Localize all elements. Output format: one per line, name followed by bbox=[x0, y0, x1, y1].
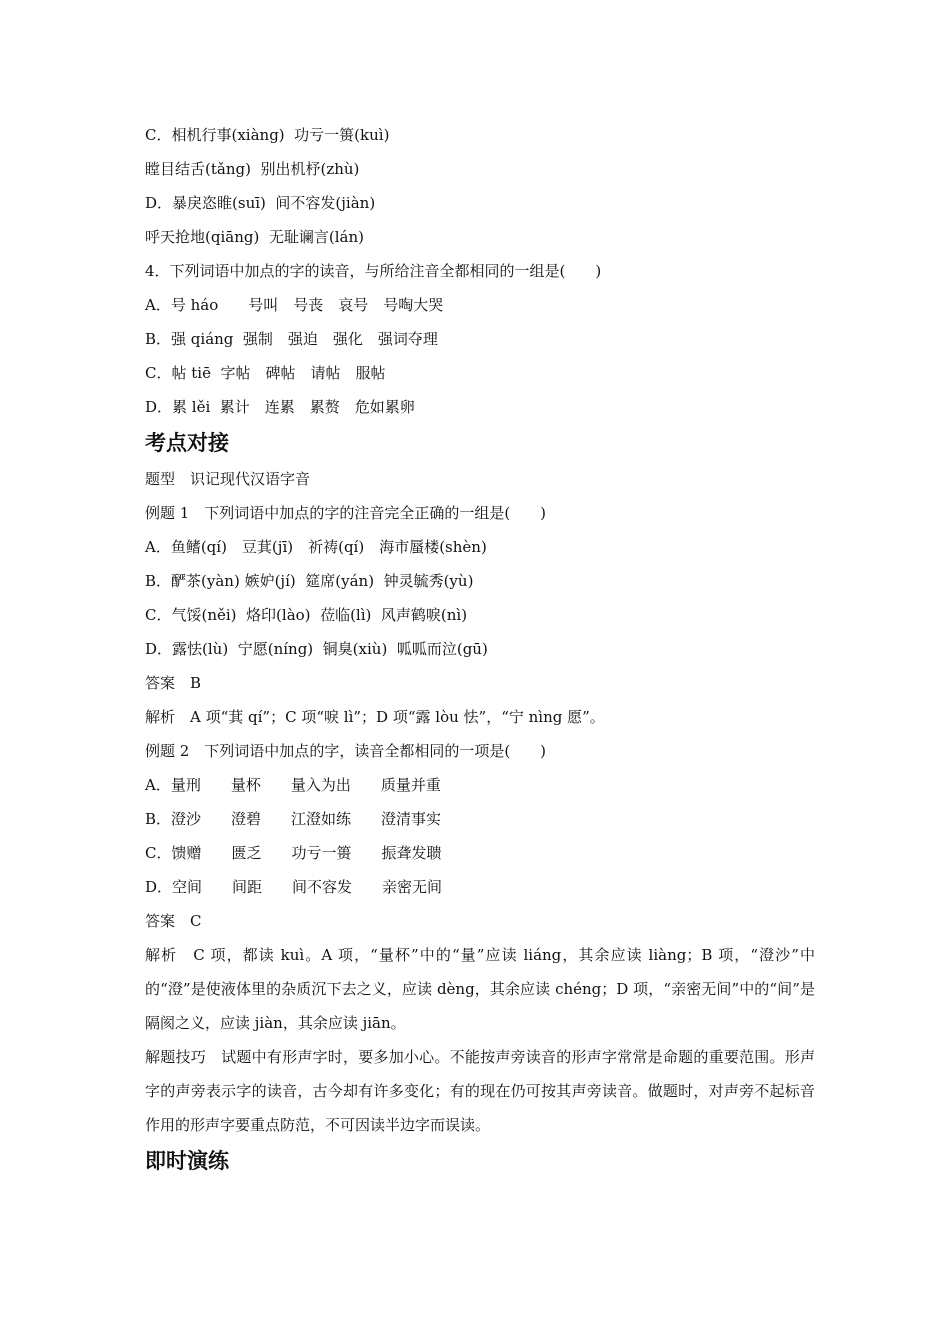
example-2-option-a: A．量刑 量杯 量入为出 质量并重 bbox=[145, 776, 441, 794]
example-1-answer: 答案 B bbox=[145, 674, 202, 692]
question-type: 题型 识记现代汉语字音 bbox=[145, 470, 311, 488]
document-page bbox=[145, 118, 815, 1180]
example-2-explanation: 解析 C 项，都读 kuì。A 项，“量杯”中的“量”应读 liáng，其余应读 liàng；B 项，“澄沙”中的“澄”是使液体里的杂质沉下去之义，应读 dèng，其余应读 chéng；D 项，“亲密无间”中的“间”是隔阂之义，应读 jiàn，其余应读 jiān。 bbox=[145, 946, 815, 1032]
section-heading-kaodian: 考点对接 bbox=[145, 430, 229, 455]
option-c-line-2: 瞠目结舌(tǎng) 别出机杼(zhù) bbox=[145, 160, 360, 178]
example-2-option-d: D．空间 间距 间不容发 亲密无间 bbox=[145, 878, 443, 896]
example-2-option-b: B．澄沙 澄碧 江澄如练 澄清事实 bbox=[145, 810, 442, 828]
example-1-option-a: A．鱼鳍(qí) 豆萁(jī) 祈祷(qí) 海市蜃楼(shèn) bbox=[145, 538, 487, 556]
solving-tips: 解题技巧 试题中有形声字时，要多加小心。不能按声旁读音的形声字常常是命题的重要范围。形声字的声旁表示字的读音，古今却有许多变化；有的现在仍可按其声旁读音。做题时，对声旁不起标音作用的形声字要重点防范，不可因读半边字而误读。 bbox=[145, 1048, 815, 1134]
example-2-answer: 答案 C bbox=[145, 912, 202, 930]
question-4-option-b: B．强 qiáng 强制 强迫 强化 强词夺理 bbox=[145, 330, 438, 348]
option-d-line-1: D．暴戾恣睢(suī) 间不容发(jiàn) bbox=[145, 194, 376, 212]
example-2-option-c: C．馈赠 匮乏 功亏一篑 振聋发聩 bbox=[145, 844, 442, 862]
option-c-line-1: C．相机行事(xiàng) 功亏一篑(kuì) bbox=[145, 126, 390, 144]
option-d-line-2: 呼天抢地(qiāng) 无耻谰言(lán) bbox=[145, 228, 364, 246]
question-4-option-c: C．帖 tiē 字帖 碑帖 请帖 服帖 bbox=[145, 364, 386, 382]
question-4-option-a: A．号 háo 号叫 号丧 哀号 号啕大哭 bbox=[145, 296, 444, 314]
question-4: 4．下列词语中加点的字的读音，与所给注音全都相同的一组是( ) bbox=[145, 262, 602, 280]
example-1-option-c: C．气馁(něi) 烙印(lào) 莅临(lì) 风声鹤唳(nì) bbox=[145, 606, 468, 624]
example-1-question: 例题 1 下列词语中加点的字的注音完全正确的一组是( ) bbox=[145, 504, 547, 522]
example-1-option-b: B．酽茶(yàn) 嫉妒(jí) 筵席(yán) 钟灵毓秀(yù) bbox=[145, 572, 474, 590]
example-2-question: 例题 2 下列词语中加点的字，读音全都相同的一项是( ) bbox=[145, 742, 547, 760]
question-4-option-d: D．累 lěi 累计 连累 累赘 危如累卵 bbox=[145, 398, 415, 416]
section-heading-jishi: 即时演练 bbox=[145, 1148, 229, 1173]
example-1-explanation: 解析 A 项“萁 qí”；C 项“唳 lì”；D 项“露 lòu 怯”，“宁 nìng 愿”。 bbox=[145, 708, 605, 726]
example-1-option-d: D．露怯(lù) 宁愿(níng) 铜臭(xiù) 呱呱而泣(gū) bbox=[145, 640, 488, 658]
